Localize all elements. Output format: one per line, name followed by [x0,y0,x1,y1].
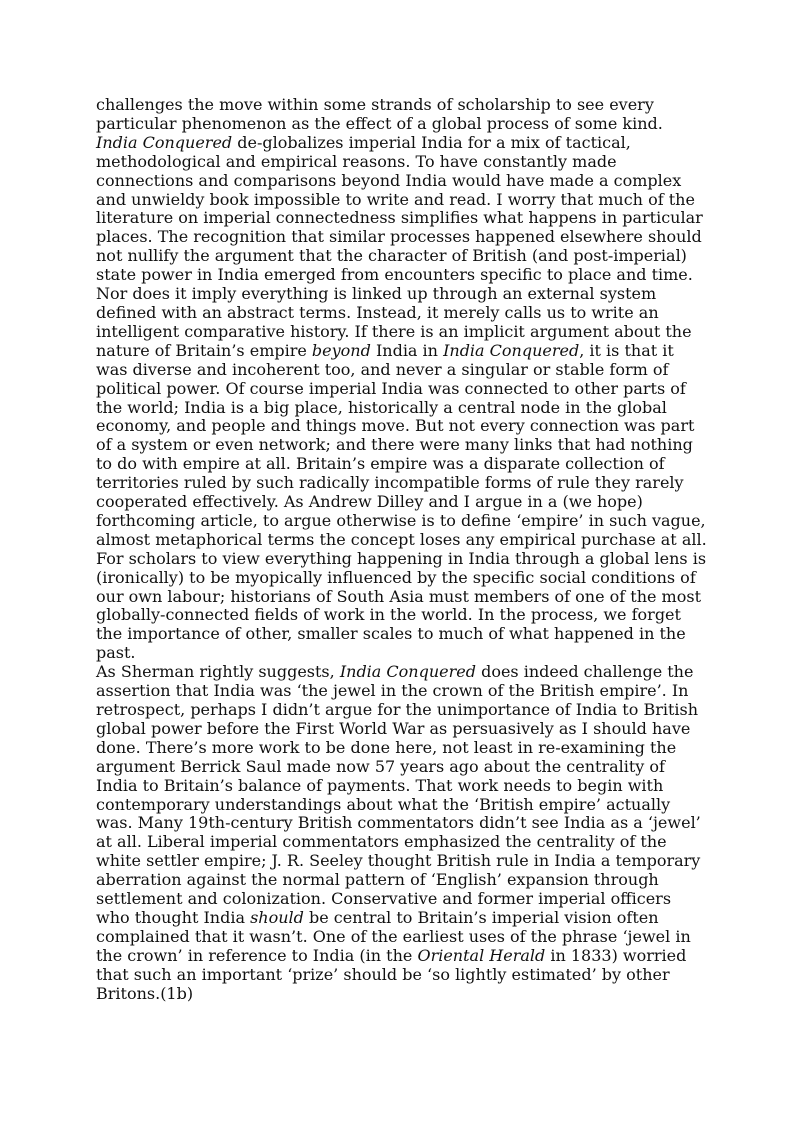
text-run: does indeed challenge the assertion that India was ‘the jewel in the crown of the British empire’. In retrospect, perhaps I didn’t argue for the unimportance of India to British global power before the First World War as persuasively as I should have done. There’s more work to be done here, not least in re-examining the argument Berrick Saul made now 57 years ago about the centrality of India to Britain’s balance of payments. That work needs to begin with contemporary understandings about what the ‘British empire’ actually was. Many 19th-century British commentators didn’t see India as a ‘jewel’ at all. Liberal imperial commentators emphasized the centrality of the white settler empire; J. R. Seeley thought British rule in India a temporary aberration against the normal pattern of ‘English’ expansion through settlement and colonization. Conservative and former imperial officers who thought India [96,662,701,927]
text-run: in 1833) worried that such an important ‘prize’ should be ‘so lightly estimated’ by other Britons.(1b) [96,945,687,1003]
text-run: be central to Britain’s imperial vision often complained that it wasn’t. One of the earliest uses of the phrase ‘jewel in the crown’ in reference to India (in the [96,907,691,965]
paragraph-1 [96,96,708,663]
paragraph-2 [96,663,708,1003]
italic-title-india-conquered: India Conquered [339,662,476,682]
text-run: de-globalizes imperial India for a mix of tactical, methodological and empirical reasons. To have constantly made connections and comparisons beyond India would have made a complex and unwieldy book impossible to write and read. I worry that much of the literature on imperial connectedness simplifies what happens in particular places. The recognition that similar processes happened elsewhere should not nullify the argument that the character of British (and post-imperial) state power in India emerged from encounters specific to place and time. Nor does it imply everything is linked up through an external system defined with an abstract terms. Instead, it merely calls us to write an intelligent comparative history. If there is an implicit argument about the nature of Britain’s empire [96,132,703,360]
italic-title-india-conquered: India Conquered [96,132,233,152]
text-run: As Sherman rightly suggests, [96,662,340,682]
italic-title-india-conquered: India Conquered [443,340,580,360]
italic-word-should: should [250,907,304,927]
document-page [96,96,708,1004]
text-run: challenges the move within some strands of scholarship to see every particular phenomenon as the effect of a global process of some kind. [96,95,663,133]
italic-word-beyond: beyond [311,340,371,360]
text-run: India in [370,340,444,360]
text-run: , it is that it was diverse and incoherent too, and never a singular or stable form of political power. Of course imperial India was connected to other parts of the world; India is a big place, historically a central node in the global economy, and people and things move. But not every connection was part of a system or even network; and there were many links that had nothing to do with empire at all. Britain’s empire was a disparate collection of territories ruled by such radically incompatible forms of rule they rarely cooperated effectively. As Andrew Dilley and I argue in a (we hope) forthcoming article, to argue otherwise is to define ‘empire’ in such vague, almost metaphorical terms the concept loses any empirical purchase at all. For scholars to view everything happening in India through a global lens is (ironically) to be myopically influenced by the specific social conditions of our own labour; historians of South Asia must members of one of the most globally-connected fields of work in the world. In the process, we forget the importance of other, smaller scales to much of what happened in the past. [96,340,707,663]
italic-title-oriental-herald: Oriental Herald [417,945,546,965]
